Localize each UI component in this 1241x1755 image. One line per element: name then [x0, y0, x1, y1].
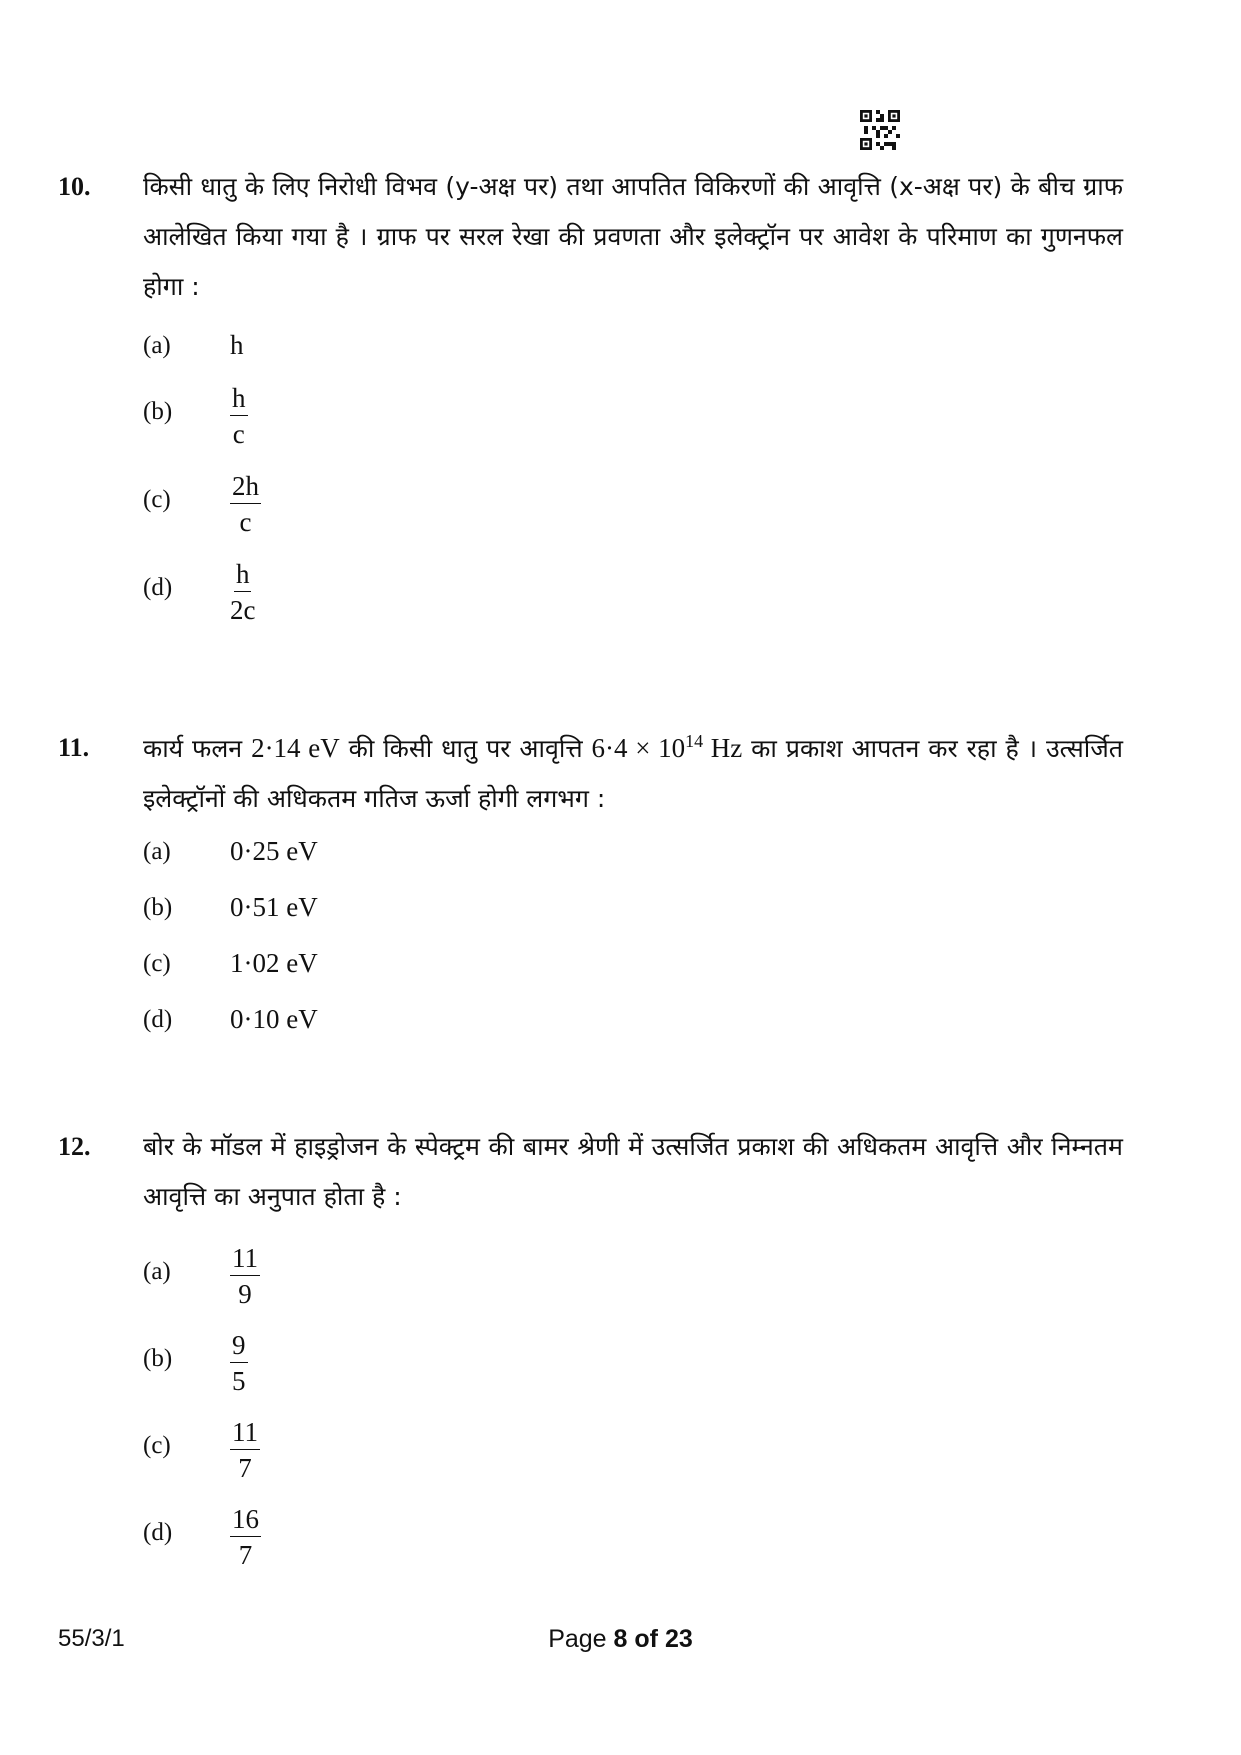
numerator: 16: [230, 1504, 261, 1537]
option-value: 0·25 eV: [230, 836, 318, 866]
option-label: (b): [143, 1345, 173, 1372]
denominator: 7: [238, 1453, 252, 1483]
fraction: [230, 1330, 248, 1396]
paper-code: 55/3/1: [58, 1625, 125, 1652]
page-indicator: Page 8 of 23: [548, 1625, 693, 1653]
numerator: h: [234, 559, 252, 592]
question-number: 10.: [58, 172, 91, 201]
option-label: (b): [143, 398, 173, 425]
option-value: 1·02 eV: [230, 948, 318, 978]
question-number: 12.: [58, 1132, 91, 1161]
numerator: 9: [230, 1330, 248, 1363]
numerator: 11: [230, 1417, 260, 1450]
question-text: किसी धातु के लिए निरोधी विभव (y-अक्ष पर) तथा आपतित विकिरणों की आवृत्ति (x-अक्ष पर) के बीच ग्राफ आलेखित किया गया है । ग्राफ पर सरल रेखा की प्रवणता और इलेक्ट्रॉन पर आवेश के परिमाण का गुणनफल होगा :: [143, 172, 1123, 301]
fraction: [230, 471, 261, 537]
option-label: (c): [143, 486, 171, 513]
denominator: c: [239, 507, 252, 537]
fraction: [230, 1243, 260, 1309]
fraction: [230, 559, 255, 625]
work-function-value: 2·14 eV: [251, 733, 340, 763]
option-value: 0·51 eV: [230, 892, 318, 922]
option-label: (a): [143, 332, 171, 359]
option[interactable]: [143, 838, 743, 898]
option-label: (c): [143, 1432, 171, 1459]
option[interactable]: [143, 1330, 743, 1396]
numerator: 11: [230, 1243, 260, 1276]
option-label: (d): [143, 1006, 173, 1033]
option-label: (c): [143, 950, 171, 977]
denominator: 2c: [230, 595, 256, 625]
option[interactable]: [143, 950, 743, 1010]
denominator: c: [232, 419, 245, 449]
option[interactable]: [143, 471, 743, 537]
option[interactable]: [143, 894, 743, 954]
fraction: [230, 1504, 261, 1570]
fraction: [230, 1417, 260, 1483]
qr-code: [860, 110, 900, 150]
fraction: [230, 383, 248, 449]
option-label: (a): [143, 838, 171, 865]
numerator: 2h: [230, 471, 261, 504]
denominator: 7: [238, 1540, 253, 1570]
option-label: (b): [143, 894, 173, 921]
question-text: कार्य फलन 2·14 eV की किसी धातु पर आवृत्ति $6\cdot 4 \times 10^{14}$ Hz का प्रकाश आपतन कर रहा है । उत्सर्जित इलेक्ट्रॉनों की अधिकतम गतिज ऊर्जा होगी लगभग :: [143, 731, 1123, 813]
question-text: बोर के मॉडल में हाइड्रोजन के स्पेक्ट्रम की बामर श्रेणी में उत्सर्जित प्रकाश की अधिकतम आवृत्ति और निम्नतम आवृत्ति का अनुपात होता है :: [143, 1132, 1123, 1211]
numerator: h: [230, 383, 248, 416]
denominator: 5: [232, 1366, 246, 1396]
option-label: (d): [143, 574, 173, 601]
denominator: 9: [238, 1279, 252, 1309]
option[interactable]: [143, 559, 743, 625]
option-value: h: [230, 330, 244, 360]
question-number: 11.: [58, 733, 90, 762]
option[interactable]: [143, 1006, 743, 1066]
option-label: (a): [143, 1258, 171, 1285]
option[interactable]: [143, 1417, 743, 1483]
option-label: (d): [143, 1519, 173, 1546]
option-value: 0·10 eV: [230, 1004, 318, 1034]
option[interactable]: [143, 1243, 743, 1309]
option[interactable]: [143, 383, 743, 449]
option[interactable]: [143, 1504, 743, 1570]
frequency-value: $6\cdot 4 \times 10^{14}$ Hz: [591, 731, 743, 763]
